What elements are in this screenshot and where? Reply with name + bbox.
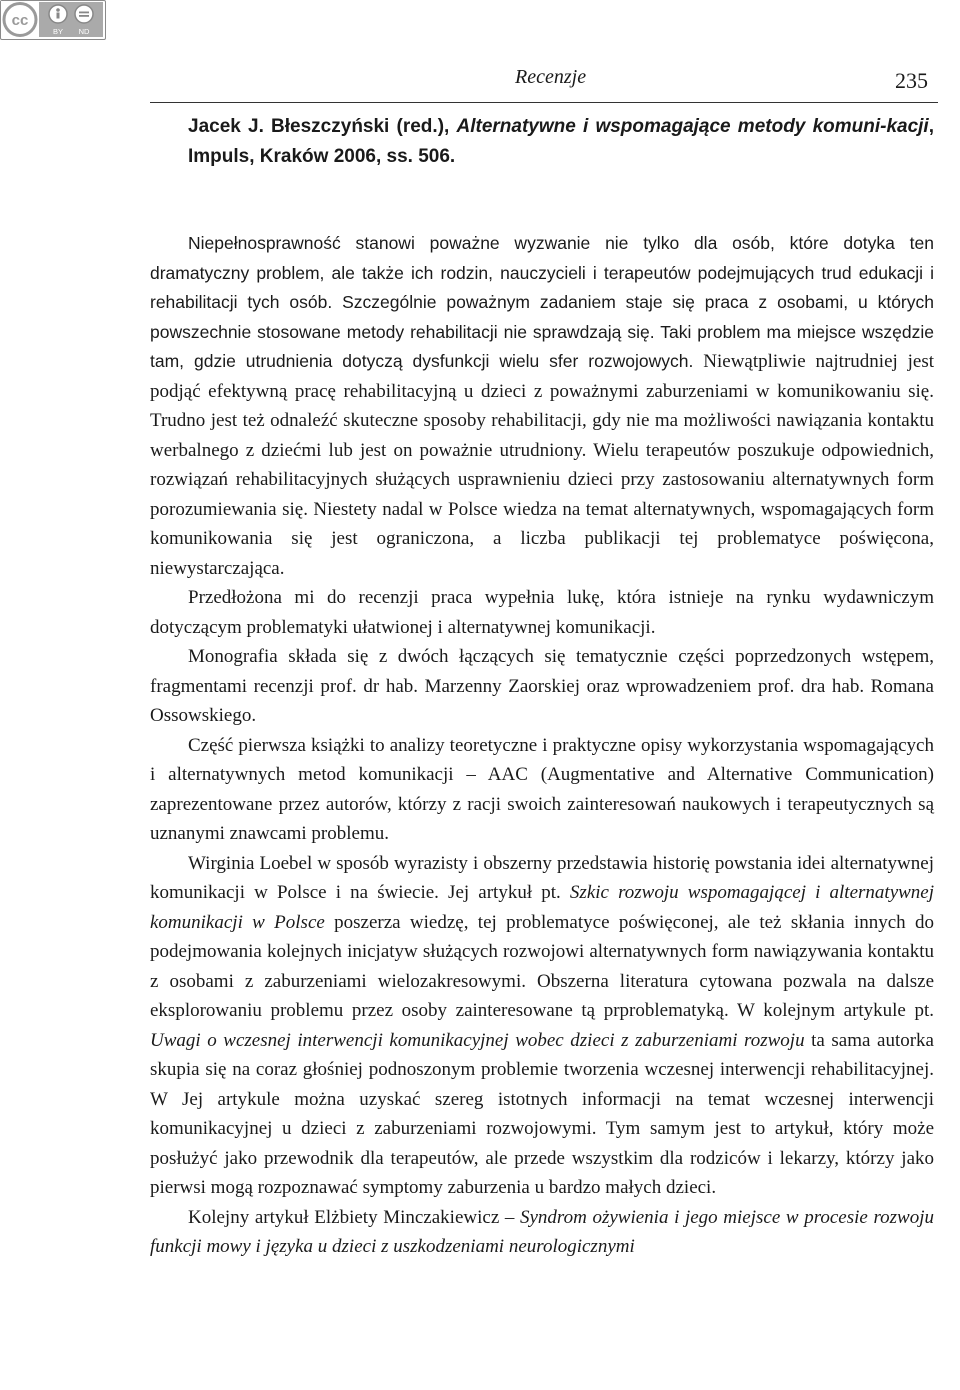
paragraph-1-part-3: Niewątpliwie najtrudniej jest podjąć efektywną pracę rehabilitacyjną u dzieci z poważnymi zaburzeniami w komunikowaniu się. Trudno jest też odnaleźć skuteczne sposoby rehabilitacji, gdy nie ma możliwości nawiązania kontaktu werbalnego z dziećmi lub jest on poważnie utrudniony. Wielu terapeutów poszukuje odpowiednich, rozwiązań rehabilitacyjnych służących usprawnieniu dzieci przy zastosowaniu alternatywnych form porozumiewania się. Niestety nadal w Polsce wiedza na temat alternatywnych, wspomagających form komunikowania się jest ograniczona, a liczba publikacji tej problematyce poświęcona, niewystarczająca. [150,351,935,579]
running-title: Recenzje [515,66,587,88]
review-body [150,112,934,1262]
paragraph-5 [150,849,934,1203]
paragraph-1 [150,229,934,583]
bibliographic-entry [150,112,934,171]
paragraph-5-article-title-2: Uwagi o wczesnej interwencji komunikacyjnej wobec dzieci z zaburzeniami rozwoju [150,1029,805,1051]
page-number: 235 [895,68,928,93]
paragraph-5-article-title-1: Szkic rozwoju wspomagającej i alternatywnej komunikacji w Polsce [150,882,935,933]
paragraph-1-part-2: Szczególnie poważnym zadaniem staje się praca z osobami, u których powszechnie stosowane metody rehabilitacji nie sprawdzają się. Taki problem ma miejsce wszędzie tam, gdzie utrudnienia dotyczą dysfunkcji wielu sfer rozwojowych. [150,292,934,371]
paragraph-5-text-a: Wirginia Loebel w sposób wyrazisty i obszerny przedstawia historię powstania idei alternatywnej komunikacji w Polsce i na świecie. Jej artykuł pt. [150,852,934,903]
paragraph-6 [150,1203,934,1262]
cc-by-nd-icon [1,1,104,38]
paragraph-3: Monografia składa się z dwóch łączących się tematycznie części poprzedzonych wstępem, fragmentami recenzji prof. dr hab. Marzenny Zaorskiej oraz wprowadzeniem prof. dra hab. Romana Ossowskiego. [150,646,934,726]
paragraph-2: Przedłożona mi do recenzji praca wypełnia lukę, która istnieje na rynku wydawniczym dotyczącym problematyki ułatwionej i alternatywnej komunikacji. [150,587,934,638]
paragraph-1-part-1: Niepełnosprawność stanowi poważne wyzwanie nie tylko dla osób, które dotyka ten dramatyczny problem, ale także ich rodzin, nauczycieli i terapeutów podejmujących trud edukacji i rehabilitacji tych osób. [150,233,934,312]
header-rule [150,102,938,103]
biblio-title: Alternatywne i wspomagające metody komuni-kacji [456,116,929,137]
paragraph-5-text-e: ta sama autorka skupia się na coraz głośniej podnoszonym problemie tworzenia wczesnej interwencji rehabilitacyjnej. W Jej artykule można uzyskać szereg istotnych informacji na temat wczesnej interwencji komunikacyjnej u dzieci z zaburzeniami rozwojowymi. Tym samym jest to artykuł, który może posłużyć jako przewodnik dla terapeutów, ale przede wszystkim dla rodziców i lekarzy, którzy jako pierwsi mogą rozpoznawać symptomy zaburzenia u bardzo małych dzieci. [150,1029,934,1198]
biblio-authors: Jacek J. Błeszczyński (red.), [188,116,457,137]
biblio-publisher: , Impuls, Kraków 2006, ss. 506. [188,116,934,167]
badge-by-label: BY [52,27,64,36]
svg-text:cc: cc [11,12,29,29]
cc-license-badge [0,0,106,40]
page-header [150,62,940,102]
badge-nd-label: ND [78,27,90,36]
paragraph-4: Część pierwsza książki to analizy teoretyczne i praktyczne opisy wykorzystania wspomagających i alternatywnych metod komunikacji – AAC (Augmentative and Alternative Communication) zaprezentowane przez autorów, którzy z racji swoich zainteresowań naukowych i terapeutycznych są uznanymi znawcami problemu. [150,734,934,844]
paragraph-6-text-a: Kolejny artykuł Elżbiety Minczakiewicz – [188,1206,520,1228]
paragraph-6-article-title: Syndrom ożywienia i jego miejsce w procesie rozwoju funkcji mowy i języka u dzieci z uszkodzeniami neurologicznymi [150,1206,935,1257]
paragraph-5-text-c: poszerza wiedzę, tej problematyce poświęconej, ale też skłania innych do podejmowania kolejnych inicjatyw służących rozwojowi alternatywnych form nawiązywania kontaktu z osobami z zaburzeniami wielozakresowymi. Obszerna literatura cytowana pozwala na dalsze eksplorowaniu problemu przez osoby zainteresowane tą prproblematyką. W kolejnym artykule pt. [150,911,934,1021]
